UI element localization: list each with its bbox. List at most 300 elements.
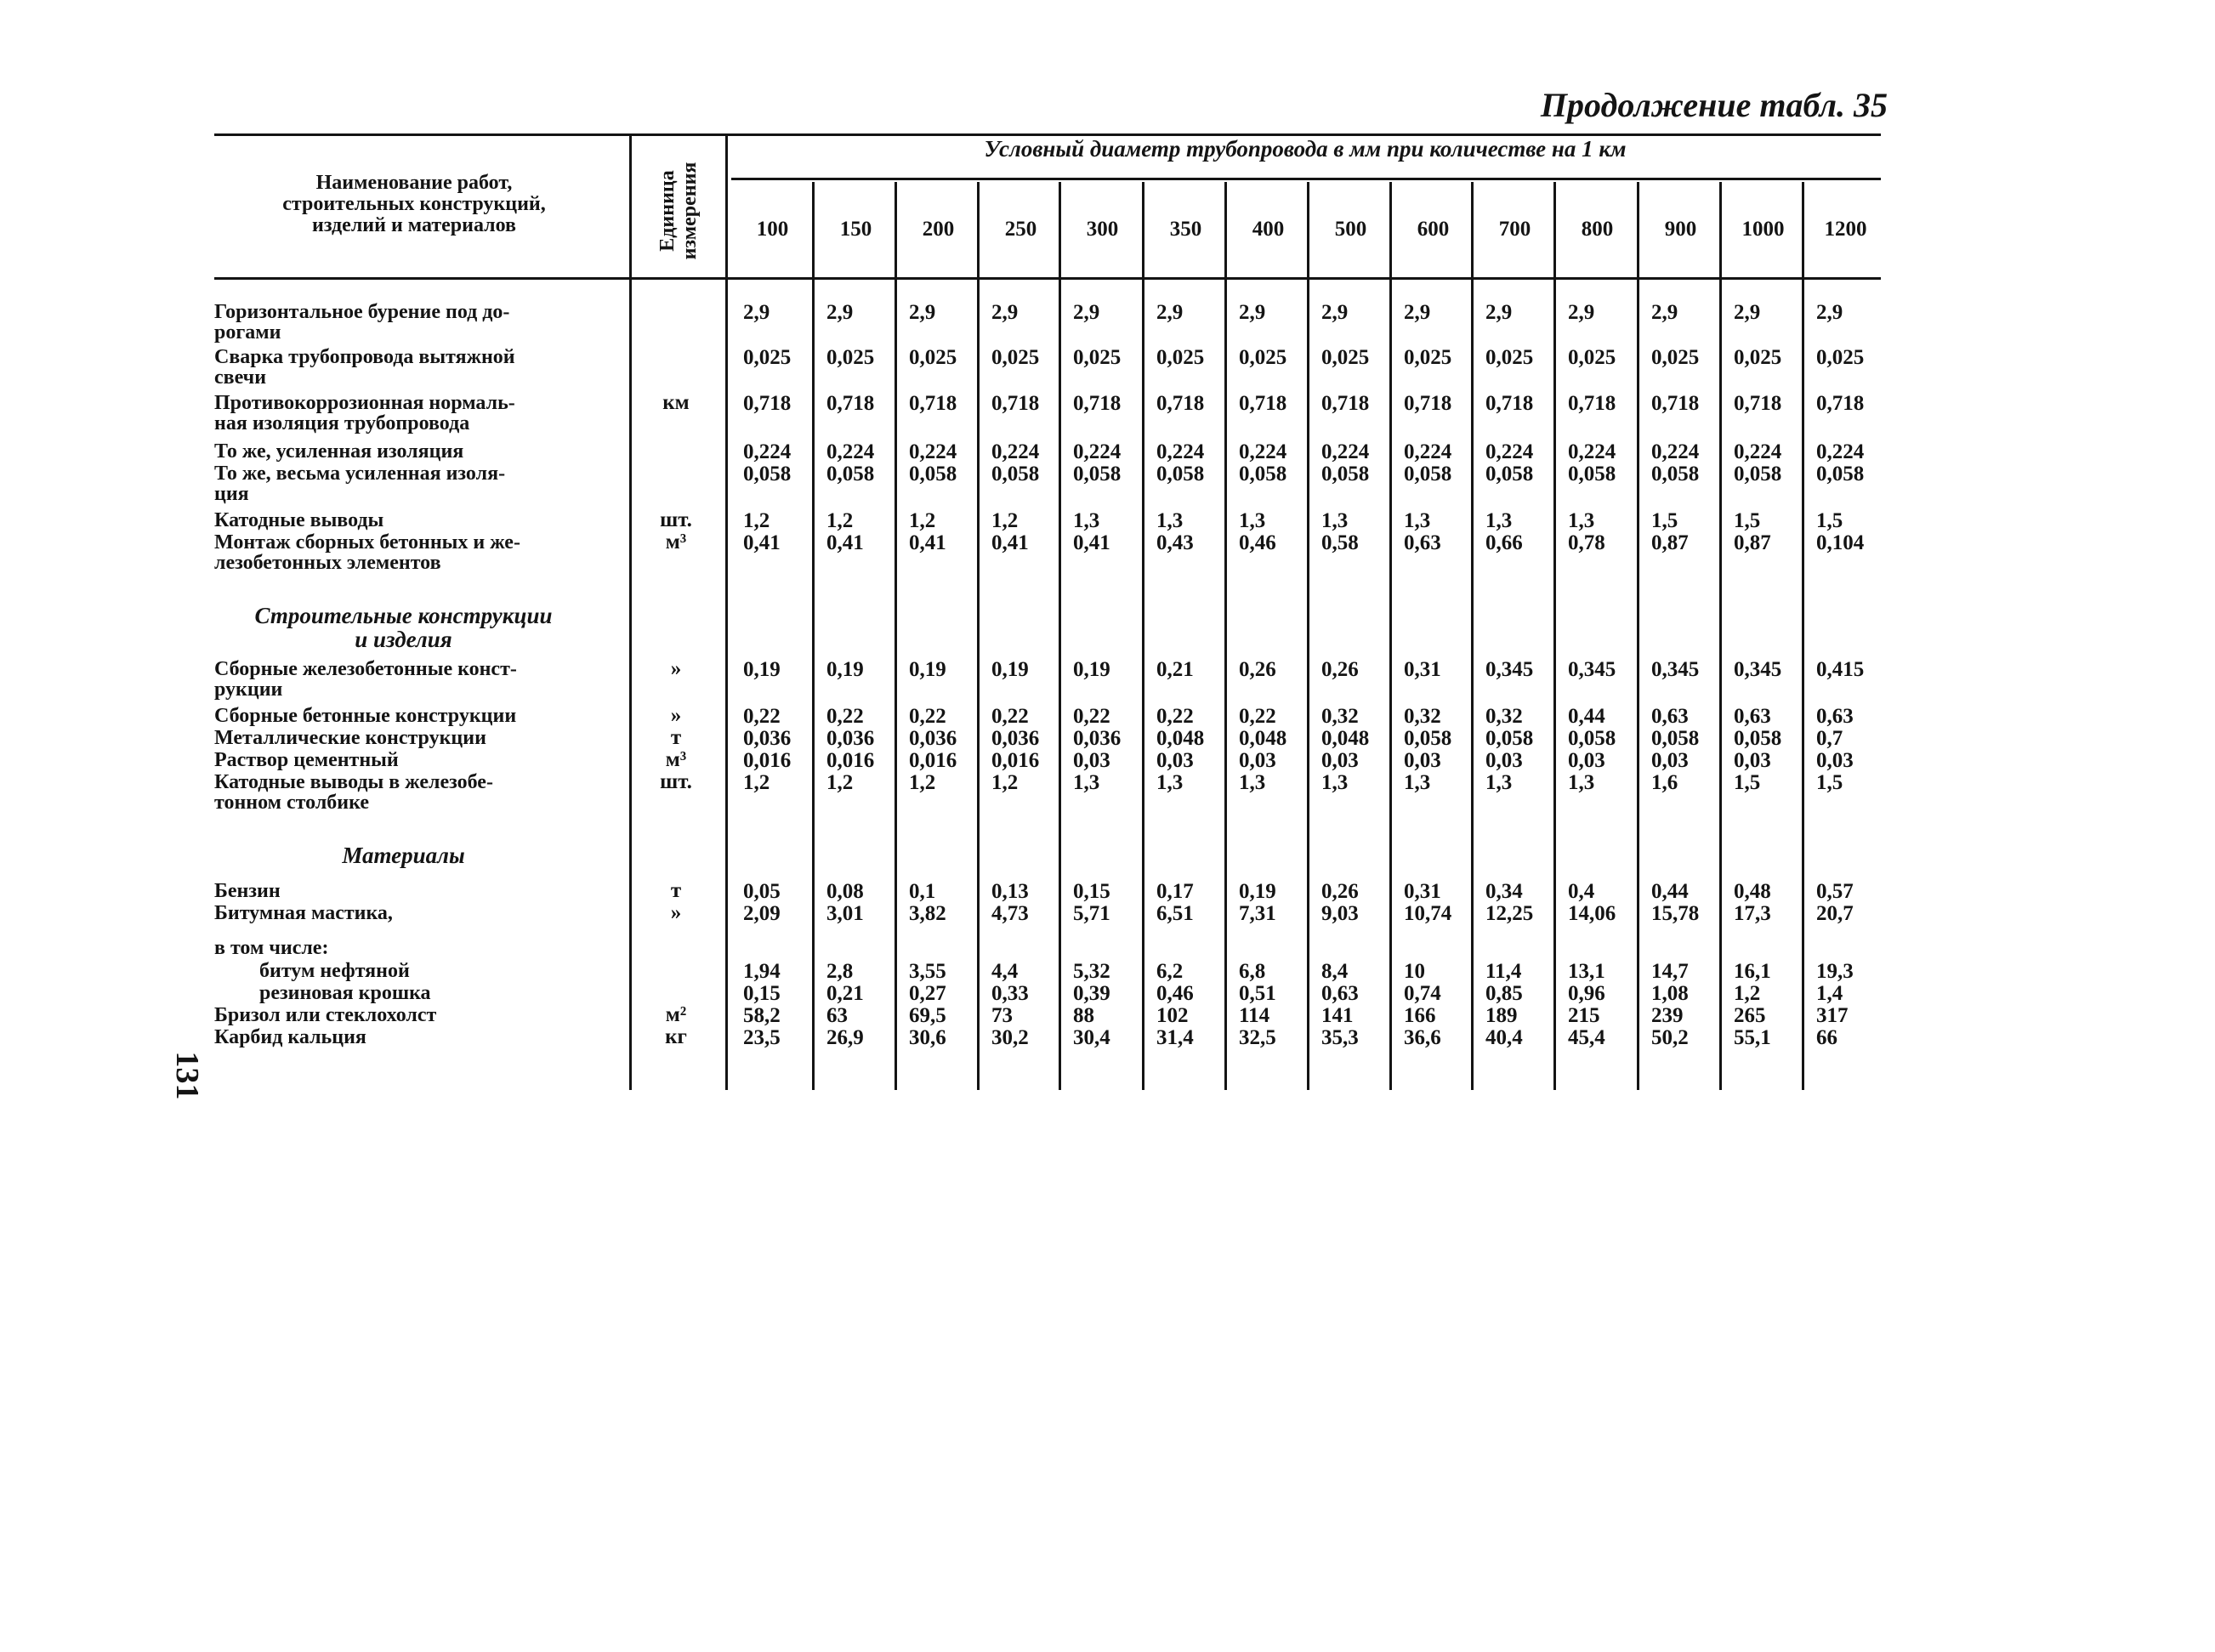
table-cell: 0,26 (1239, 658, 1276, 681)
table-cell: 0,025 (1651, 346, 1700, 369)
table-cell: 0,718 (1816, 392, 1865, 415)
section-heading-line: Строительные конструкции (254, 603, 553, 628)
table-cell: 0,036 (826, 727, 875, 750)
table-cell: 7,31 (1239, 902, 1276, 925)
table-cell: 215 (1568, 1004, 1600, 1027)
table-cell: 0,036 (909, 727, 957, 750)
table-cell: 0,224 (991, 440, 1040, 463)
table-cell: 4,4 (991, 960, 1019, 983)
table-cell: 0,22 (743, 705, 781, 728)
row-name (214, 938, 593, 958)
table-cell: 1,6 (1651, 771, 1678, 794)
table-cell: 0,224 (1156, 440, 1205, 463)
row-name (214, 772, 593, 813)
row-name (214, 393, 593, 434)
table-cell: 114 (1239, 1004, 1270, 1027)
table-cell: 0,19 (1073, 658, 1110, 681)
table-cell: 0,51 (1239, 982, 1276, 1005)
table-cell: 0,15 (1073, 880, 1110, 903)
table-cell: 30,6 (909, 1026, 946, 1049)
table-cell: 0,025 (991, 346, 1040, 369)
table-cell: 0,32 (1485, 705, 1523, 728)
table-cell: 0,345 (1734, 658, 1782, 681)
diameter-column-rule (1307, 182, 1309, 1090)
row-name-line: То же, весьма усиленная изоля- (214, 463, 506, 485)
row-name-line: ция (214, 483, 249, 505)
table-cell: 1,2 (743, 509, 770, 532)
table-cell: 0,718 (1156, 392, 1205, 415)
table-cell: 2,9 (826, 301, 854, 324)
section-heading (214, 843, 593, 867)
row-name (259, 961, 599, 981)
row-name-line: Битумная мастика, (214, 902, 393, 924)
table-cell: 0,22 (1156, 705, 1194, 728)
row-name (214, 510, 593, 531)
diameter-header-400: 400 (1252, 218, 1285, 241)
row-name-line: тонном столбике (214, 792, 370, 814)
table-cell: 63 (826, 1004, 848, 1027)
table-cell: 0,1 (909, 880, 936, 903)
table-cell: 0,036 (991, 727, 1040, 750)
table-cell: 1,2 (991, 509, 1019, 532)
table-cell: 19,3 (1816, 960, 1854, 983)
row-unit: шт. (660, 770, 692, 793)
table-cell: 0,03 (1156, 749, 1194, 772)
diameter-column-rule (1719, 182, 1722, 1090)
table-cell: 0,058 (991, 463, 1040, 485)
table-cell: 0,44 (1568, 705, 1605, 728)
table-cell: 0,058 (1734, 463, 1782, 485)
table-cell: 0,224 (1321, 440, 1370, 463)
diameter-column-rule (1224, 182, 1227, 1090)
row-name-line: Сборные бетонные конструкции (214, 705, 517, 727)
table-cell: 0,19 (743, 658, 781, 681)
table-cell: 88 (1073, 1004, 1094, 1027)
section-heading-line: и изделия (355, 627, 452, 652)
table-cell: 0,048 (1156, 727, 1205, 750)
table-cell: 0,058 (1568, 463, 1616, 485)
row-name (214, 1005, 593, 1025)
unit-column-left-rule (629, 133, 632, 1090)
table-cell: 0,718 (1404, 392, 1452, 415)
row-name-line: рукции (214, 678, 283, 701)
row-name (214, 302, 593, 343)
table-cell: 0,03 (1568, 749, 1605, 772)
row-name-line: Бризол или стеклохолст (214, 1004, 437, 1026)
diameter-column-rule (895, 182, 897, 1090)
table-cell: 3,01 (826, 902, 864, 925)
diameter-header-800: 800 (1581, 218, 1614, 241)
section-heading (214, 604, 593, 651)
table-cell: 5,71 (1073, 902, 1110, 925)
table-cell: 1,3 (1073, 771, 1100, 794)
row-name-line: Горизонтальное бурение под до- (214, 301, 510, 323)
table-cell: 0,03 (1239, 749, 1276, 772)
table-cell: 6,51 (1156, 902, 1194, 925)
row-name (214, 706, 593, 726)
row-name-line: Карбид кальция (214, 1026, 366, 1048)
table-cell: 23,5 (743, 1026, 781, 1049)
table-cell: 0,32 (1404, 705, 1441, 728)
name-header-line: строительных конструкций, (282, 192, 546, 215)
table-cell: 6,2 (1156, 960, 1184, 983)
table-cell: 0,058 (1651, 727, 1700, 750)
table-cell: 0,016 (909, 749, 957, 772)
row-unit: т (670, 879, 682, 902)
unit-column-header (656, 151, 701, 270)
row-name (214, 441, 593, 462)
table-cell: 17,3 (1734, 902, 1771, 925)
table-cell: 31,4 (1156, 1026, 1194, 1049)
table-cell: 1,5 (1734, 771, 1761, 794)
table-cell: 1,2 (991, 771, 1019, 794)
table-cell: 1,2 (826, 771, 854, 794)
table-cell: 0,025 (1156, 346, 1205, 369)
table-cell: 0,036 (1073, 727, 1122, 750)
diameter-header-600: 600 (1417, 218, 1450, 241)
table-cell: 141 (1321, 1004, 1354, 1027)
row-unit: » (670, 657, 682, 680)
table-cell: 5,32 (1073, 960, 1110, 983)
table-cell: 166 (1404, 1004, 1436, 1027)
table-cell: 0,345 (1568, 658, 1616, 681)
table-cell: 69,5 (909, 1004, 946, 1027)
table-cell: 0,41 (826, 531, 864, 554)
table-cell: 0,4 (1568, 880, 1595, 903)
table-cell: 0,058 (1568, 727, 1616, 750)
row-name-line: Металлические конструкции (214, 727, 486, 749)
table-cell: 0,224 (909, 440, 957, 463)
table-cell: 0,058 (1073, 463, 1122, 485)
table-cell: 0,03 (1321, 749, 1359, 772)
table-cell: 0,224 (1568, 440, 1616, 463)
row-name-line: Раствор цементный (214, 749, 399, 771)
table-cell: 6,8 (1239, 960, 1266, 983)
diameter-header-1000: 1000 (1741, 218, 1785, 241)
table-cell: 0,058 (1156, 463, 1205, 485)
row-name-line: То же, усиленная изоляция (214, 440, 464, 463)
table-cell: 0,46 (1156, 982, 1194, 1005)
table-cell: 0,058 (1321, 463, 1370, 485)
table-cell: 32,5 (1239, 1026, 1276, 1049)
table-cell: 0,41 (1073, 531, 1110, 554)
table-cell: 0,058 (1734, 727, 1782, 750)
row-unit: м³ (665, 531, 687, 554)
table-cell: 40,4 (1485, 1026, 1523, 1049)
table-cell: 30,2 (991, 1026, 1029, 1049)
table-cell: 66 (1816, 1026, 1837, 1049)
row-name (214, 728, 593, 748)
row-name (259, 983, 599, 1003)
table-cell: 55,1 (1734, 1026, 1771, 1049)
row-unit: м³ (665, 748, 687, 771)
table-cell: 0,025 (1073, 346, 1122, 369)
table-cell: 0,718 (1734, 392, 1782, 415)
row-name (214, 903, 593, 923)
row-name (214, 1027, 593, 1047)
diameter-header-100: 100 (756, 218, 789, 241)
table-cell: 0,85 (1485, 982, 1523, 1005)
table-cell: 36,6 (1404, 1026, 1441, 1049)
table-cell: 317 (1816, 1004, 1849, 1027)
row-name (214, 463, 593, 504)
diameter-column-rule (1471, 182, 1474, 1090)
table-cell: 0,66 (1485, 531, 1523, 554)
table-cell: 0,025 (1404, 346, 1452, 369)
table-cell: 2,9 (1239, 301, 1266, 324)
table-cell: 0,224 (1651, 440, 1700, 463)
table-cell: 0,025 (1485, 346, 1534, 369)
table-cell: 0,058 (1404, 463, 1452, 485)
table-cell: 0,03 (1651, 749, 1689, 772)
table-cell: 2,9 (1321, 301, 1349, 324)
table-cell: 30,4 (1073, 1026, 1110, 1049)
table-cell: 20,7 (1816, 902, 1854, 925)
unit-header-line: Единица (656, 170, 679, 252)
table-cell: 26,9 (826, 1026, 864, 1049)
table-cell: 0,224 (1816, 440, 1865, 463)
table-cell: 13,1 (1568, 960, 1605, 983)
table-cell: 1,5 (1651, 509, 1678, 532)
table-cell: 0,33 (991, 982, 1029, 1005)
table-cell: 1,3 (1321, 771, 1349, 794)
table-cell: 0,224 (1404, 440, 1452, 463)
row-name-line: ная изоляция трубопровода (214, 412, 470, 434)
row-unit: » (670, 704, 682, 727)
table-cell: 0,26 (1321, 880, 1359, 903)
row-unit: шт. (660, 508, 692, 531)
diameter-column-rule (1059, 182, 1061, 1090)
table-cell: 0,058 (743, 463, 792, 485)
table-cell: 0,15 (743, 982, 781, 1005)
row-name (214, 881, 593, 901)
diameter-header-300: 300 (1086, 218, 1119, 241)
row-name (214, 659, 593, 700)
table-cell: 0,41 (909, 531, 946, 554)
table-cell: 0,224 (1073, 440, 1122, 463)
table-cell: 0,63 (1404, 531, 1441, 554)
table-cell: 0,22 (826, 705, 864, 728)
table-top-rule (214, 133, 1881, 136)
table-cell: 50,2 (1651, 1026, 1689, 1049)
table-cell: 0,048 (1321, 727, 1370, 750)
table-cell: 2,9 (909, 301, 936, 324)
table-cell: 0,21 (1156, 658, 1194, 681)
diameter-column-rule (812, 182, 815, 1090)
table-cell: 0,26 (1321, 658, 1359, 681)
table-cell: 0,224 (1239, 440, 1287, 463)
table-cell: 4,73 (991, 902, 1029, 925)
table-cell: 0,048 (1239, 727, 1287, 750)
table-cell: 0,63 (1321, 982, 1359, 1005)
table-cell: 0,31 (1404, 658, 1441, 681)
table-cell: 1,3 (1156, 509, 1184, 532)
table-cell: 102 (1156, 1004, 1189, 1027)
table-cell: 0,22 (991, 705, 1029, 728)
table-cell: 1,3 (1239, 509, 1266, 532)
diameter-header-1200: 1200 (1824, 218, 1867, 241)
row-name-line: битум нефтяной (259, 960, 410, 982)
table-cell: 0,718 (1485, 392, 1534, 415)
table-cell: 0,025 (1816, 346, 1865, 369)
name-column-header (214, 162, 614, 247)
table-cell: 0,058 (1239, 463, 1287, 485)
table-cell: 0,016 (991, 749, 1040, 772)
table-cell: 0,718 (1239, 392, 1287, 415)
table-cell: 0,03 (1734, 749, 1771, 772)
diameter-header-350: 350 (1169, 218, 1202, 241)
table-cell: 9,03 (1321, 902, 1359, 925)
table-cell: 0,43 (1156, 531, 1194, 554)
table-cell: 11,4 (1485, 960, 1522, 983)
table-cell: 0,63 (1816, 705, 1854, 728)
span-header-rule (731, 178, 1881, 180)
table-cell: 1,2 (826, 509, 854, 532)
table-cell: 0,025 (1734, 346, 1782, 369)
table-cell: 0,718 (826, 392, 875, 415)
row-name-line: рогами (214, 321, 281, 343)
table-cell: 0,78 (1568, 531, 1605, 554)
table-cell: 0,17 (1156, 880, 1194, 903)
table-cell: 16,1 (1734, 960, 1771, 983)
row-name-line: в том числе: (214, 937, 329, 959)
table-cell: 0,016 (743, 749, 792, 772)
table-cell: 0,718 (1651, 392, 1700, 415)
table-cell: 1,3 (1239, 771, 1266, 794)
unit-header-line: измерения (679, 162, 701, 260)
table-cell: 2,9 (1485, 301, 1513, 324)
table-cell: 0,03 (1404, 749, 1441, 772)
table-cell: 35,3 (1321, 1026, 1359, 1049)
table-cell: 0,58 (1321, 531, 1359, 554)
table-cell: 0,718 (1073, 392, 1122, 415)
table-cell: 58,2 (743, 1004, 781, 1027)
table-cell: 14,06 (1568, 902, 1616, 925)
table-cell: 0,025 (1568, 346, 1616, 369)
table-cell: 3,82 (909, 902, 946, 925)
diameter-header-500: 500 (1334, 218, 1367, 241)
table-cell: 0,87 (1651, 531, 1689, 554)
table-cell: 1,2 (909, 771, 936, 794)
diameter-header-700: 700 (1498, 218, 1531, 241)
table-cell: 0,7 (1816, 727, 1843, 750)
table-cell: 2,9 (1073, 301, 1100, 324)
table-cell: 1,08 (1651, 982, 1689, 1005)
table-cell: 10 (1404, 960, 1425, 983)
table-cell: 0,224 (1734, 440, 1782, 463)
table-cell: 1,2 (909, 509, 936, 532)
table-cell: 239 (1651, 1004, 1684, 1027)
table-cell: 2,09 (743, 902, 781, 925)
table-cell: 0,025 (1321, 346, 1370, 369)
table-cell: 1,3 (1156, 771, 1184, 794)
table-cell: 0,22 (1239, 705, 1276, 728)
row-name-line: резиновая крошка (259, 982, 431, 1004)
table-cell: 1,2 (1734, 982, 1761, 1005)
table-cell: 0,19 (991, 658, 1029, 681)
table-cell: 2,8 (826, 960, 854, 983)
table-cell: 10,74 (1404, 902, 1452, 925)
diameter-column-rule (1553, 182, 1556, 1090)
table-cell: 0,345 (1485, 658, 1534, 681)
table-cell: 1,3 (1073, 509, 1100, 532)
table-cell: 0,41 (743, 531, 781, 554)
table-cell: 1,3 (1485, 771, 1513, 794)
table-cell: 0,57 (1816, 880, 1854, 903)
table-cell: 0,058 (1404, 727, 1452, 750)
table-cell: 2,9 (1734, 301, 1761, 324)
table-cell: 0,016 (826, 749, 875, 772)
table-cell: 0,718 (743, 392, 792, 415)
unit-column-right-rule (725, 133, 728, 1090)
table-cell: 0,025 (909, 346, 957, 369)
row-unit: т (670, 726, 682, 749)
table-cell: 0,025 (826, 346, 875, 369)
row-unit: км (662, 391, 690, 414)
table-cell: 45,4 (1568, 1026, 1605, 1049)
table-cell: 265 (1734, 1004, 1766, 1027)
table-cell: 15,78 (1651, 902, 1700, 925)
row-name-line: Катодные выводы в железобе- (214, 771, 493, 793)
table-cell: 1,5 (1816, 771, 1843, 794)
table-cell: 0,345 (1651, 658, 1700, 681)
table-cell: 1,2 (743, 771, 770, 794)
row-name-line: Бензин (214, 880, 281, 902)
table-cell: 1,3 (1485, 509, 1513, 532)
table-cell: 0,22 (1073, 705, 1110, 728)
table-cell: 0,31 (1404, 880, 1441, 903)
table-cell: 1,4 (1816, 982, 1843, 1005)
diameter-column-rule (977, 182, 980, 1090)
row-name-line: лезобетонных элементов (214, 552, 441, 574)
table-cell: 0,058 (826, 463, 875, 485)
section-heading-line: Материалы (342, 843, 465, 868)
table-cell: 0,025 (743, 346, 792, 369)
table-cell: 0,32 (1321, 705, 1359, 728)
header-bottom-rule (214, 277, 1881, 280)
table-cell: 1,5 (1734, 509, 1761, 532)
diameter-column-rule (1637, 182, 1639, 1090)
table-cell: 0,19 (826, 658, 864, 681)
table-cell: 0,63 (1651, 705, 1689, 728)
table-cell: 0,96 (1568, 982, 1605, 1005)
table-cell: 0,058 (1485, 463, 1534, 485)
table-cell: 0,19 (1239, 880, 1276, 903)
row-name (214, 532, 593, 573)
table-cell: 2,9 (743, 301, 770, 324)
row-unit: » (670, 901, 682, 924)
table-cell: 0,27 (909, 982, 946, 1005)
row-unit: кг (665, 1025, 687, 1048)
table-cell: 0,718 (909, 392, 957, 415)
table-cell: 3,55 (909, 960, 946, 983)
diameter-column-rule (1142, 182, 1144, 1090)
table-cell: 2,9 (991, 301, 1019, 324)
table-cell: 0,104 (1816, 531, 1865, 554)
table-cell: 1,5 (1816, 509, 1843, 532)
table-cell: 0,39 (1073, 982, 1110, 1005)
diameter-header-900: 900 (1664, 218, 1697, 241)
row-name-line: Сборные железобетонные конст- (214, 658, 517, 680)
table-cell: 2,9 (1568, 301, 1595, 324)
table-cell: 0,058 (1816, 463, 1865, 485)
table-cell: 0,058 (909, 463, 957, 485)
table-cell: 0,03 (1073, 749, 1110, 772)
diameter-header-250: 250 (1004, 218, 1037, 241)
table-title: Продолжение табл. 35 (1540, 86, 1888, 124)
table-cell: 0,41 (991, 531, 1029, 554)
row-name (214, 347, 593, 388)
